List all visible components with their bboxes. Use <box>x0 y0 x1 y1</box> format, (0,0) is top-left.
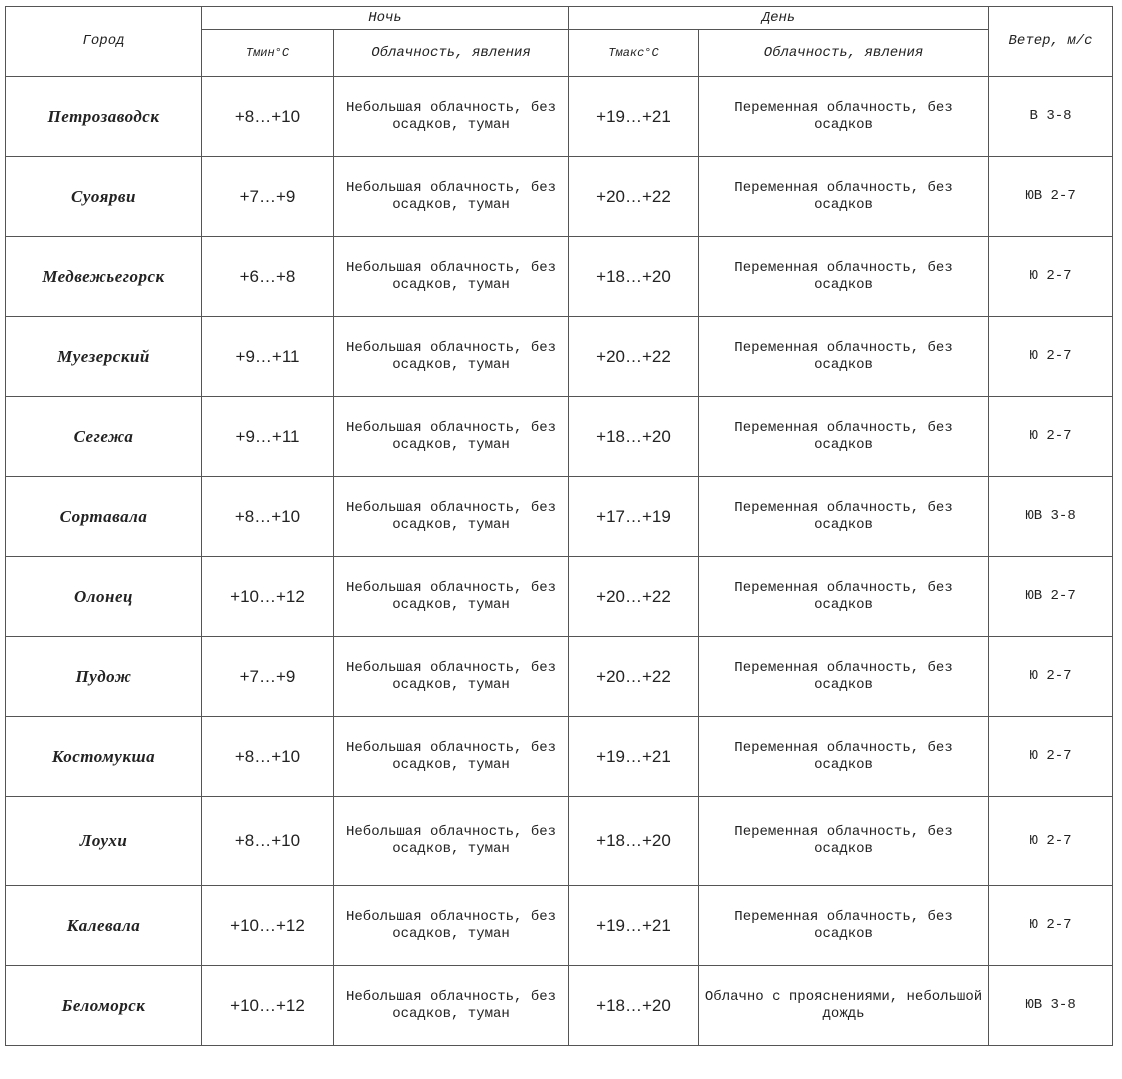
tmax-cell: +19…+21 <box>569 886 699 966</box>
table-row <box>6 77 1113 157</box>
tmax-cell: +20…+22 <box>569 557 699 637</box>
tmax-cell: +19…+21 <box>569 717 699 797</box>
tmin-cell: +10…+12 <box>202 966 334 1046</box>
tmax-cell: +20…+22 <box>569 637 699 717</box>
table-row <box>6 157 1113 237</box>
city-cell: Лоухи <box>6 797 202 886</box>
table-row <box>6 477 1113 557</box>
tmax-cell: +19…+21 <box>569 77 699 157</box>
header-night: Ночь <box>202 7 569 30</box>
tmax-cell: +18…+20 <box>569 966 699 1046</box>
day-cloud-cell: Переменная облачность, без осадков <box>699 157 989 237</box>
wind-cell: ЮВ 3-8 <box>989 966 1113 1046</box>
day-cloud-cell: Переменная облачность, без осадков <box>699 397 989 477</box>
city-cell: Пудож <box>6 637 202 717</box>
wind-cell: Ю 2-7 <box>989 317 1113 397</box>
tmin-cell: +10…+12 <box>202 886 334 966</box>
forecast-table <box>5 6 1113 1046</box>
city-cell: Костомукша <box>6 717 202 797</box>
night-cloud-cell: Небольшая облачность, без осадков, туман <box>334 397 569 477</box>
night-cloud-cell: Небольшая облачность, без осадков, туман <box>334 966 569 1046</box>
day-cloud-cell: Переменная облачность, без осадков <box>699 477 989 557</box>
tmin-cell: +8…+10 <box>202 77 334 157</box>
city-cell: Калевала <box>6 886 202 966</box>
tmax-cell: +18…+20 <box>569 797 699 886</box>
wind-cell: В 3-8 <box>989 77 1113 157</box>
day-cloud-cell: Переменная облачность, без осадков <box>699 557 989 637</box>
wind-cell: Ю 2-7 <box>989 397 1113 477</box>
table-row <box>6 797 1113 886</box>
day-cloud-cell: Переменная облачность, без осадков <box>699 317 989 397</box>
tmax-cell: +18…+20 <box>569 397 699 477</box>
tmin-cell: +10…+12 <box>202 557 334 637</box>
wind-cell: ЮВ 2-7 <box>989 557 1113 637</box>
header-tmax: Тмакс°С <box>569 30 699 77</box>
city-cell: Беломорск <box>6 966 202 1046</box>
day-cloud-cell: Переменная облачность, без осадков <box>699 717 989 797</box>
table-row <box>6 637 1113 717</box>
night-cloud-cell: Небольшая облачность, без осадков, туман <box>334 717 569 797</box>
city-cell: Муезерский <box>6 317 202 397</box>
table-row <box>6 886 1113 966</box>
day-cloud-cell: Облачно с прояснениями, небольшой дождь <box>699 966 989 1046</box>
night-cloud-cell: Небольшая облачность, без осадков, туман <box>334 637 569 717</box>
night-cloud-cell: Небольшая облачность, без осадков, туман <box>334 317 569 397</box>
tmin-cell: +8…+10 <box>202 797 334 886</box>
table-row <box>6 966 1113 1046</box>
tmin-cell: +7…+9 <box>202 637 334 717</box>
header-wind: Ветер, м/с <box>989 7 1113 77</box>
night-cloud-cell: Небольшая облачность, без осадков, туман <box>334 557 569 637</box>
tmax-cell: +20…+22 <box>569 157 699 237</box>
table-row <box>6 237 1113 317</box>
header-day-cloud: Облачность, явления <box>699 30 989 77</box>
wind-cell: ЮВ 3-8 <box>989 477 1113 557</box>
header-night-cloud: Облачность, явления <box>334 30 569 77</box>
city-cell: Медвежьегорск <box>6 237 202 317</box>
tmin-cell: +9…+11 <box>202 317 334 397</box>
tmax-cell: +18…+20 <box>569 237 699 317</box>
wind-cell: ЮВ 2-7 <box>989 157 1113 237</box>
night-cloud-cell: Небольшая облачность, без осадков, туман <box>334 477 569 557</box>
night-cloud-cell: Небольшая облачность, без осадков, туман <box>334 797 569 886</box>
wind-cell: Ю 2-7 <box>989 237 1113 317</box>
table-body <box>6 77 1113 1046</box>
header-day: День <box>569 7 989 30</box>
table-row <box>6 397 1113 477</box>
tmin-cell: +9…+11 <box>202 397 334 477</box>
table-row <box>6 717 1113 797</box>
day-cloud-cell: Переменная облачность, без осадков <box>699 637 989 717</box>
city-cell: Петрозаводск <box>6 77 202 157</box>
tmin-cell: +8…+10 <box>202 477 334 557</box>
tmax-cell: +17…+19 <box>569 477 699 557</box>
tmin-cell: +7…+9 <box>202 157 334 237</box>
wind-cell: Ю 2-7 <box>989 717 1113 797</box>
night-cloud-cell: Небольшая облачность, без осадков, туман <box>334 77 569 157</box>
wind-cell: Ю 2-7 <box>989 886 1113 966</box>
table-row <box>6 317 1113 397</box>
wind-cell: Ю 2-7 <box>989 637 1113 717</box>
tmin-cell: +6…+8 <box>202 237 334 317</box>
day-cloud-cell: Переменная облачность, без осадков <box>699 797 989 886</box>
city-cell: Сегежа <box>6 397 202 477</box>
city-cell: Суоярви <box>6 157 202 237</box>
day-cloud-cell: Переменная облачность, без осадков <box>699 237 989 317</box>
night-cloud-cell: Небольшая облачность, без осадков, туман <box>334 886 569 966</box>
header-tmin: Тмин°С <box>202 30 334 77</box>
wind-cell: Ю 2-7 <box>989 797 1113 886</box>
tmax-cell: +20…+22 <box>569 317 699 397</box>
day-cloud-cell: Переменная облачность, без осадков <box>699 77 989 157</box>
city-cell: Сортавала <box>6 477 202 557</box>
day-cloud-cell: Переменная облачность, без осадков <box>699 886 989 966</box>
night-cloud-cell: Небольшая облачность, без осадков, туман <box>334 237 569 317</box>
night-cloud-cell: Небольшая облачность, без осадков, туман <box>334 157 569 237</box>
tmin-cell: +8…+10 <box>202 717 334 797</box>
table-row <box>6 557 1113 637</box>
header-row-1 <box>6 7 1113 30</box>
header-city: Город <box>6 7 202 77</box>
city-cell: Олонец <box>6 557 202 637</box>
